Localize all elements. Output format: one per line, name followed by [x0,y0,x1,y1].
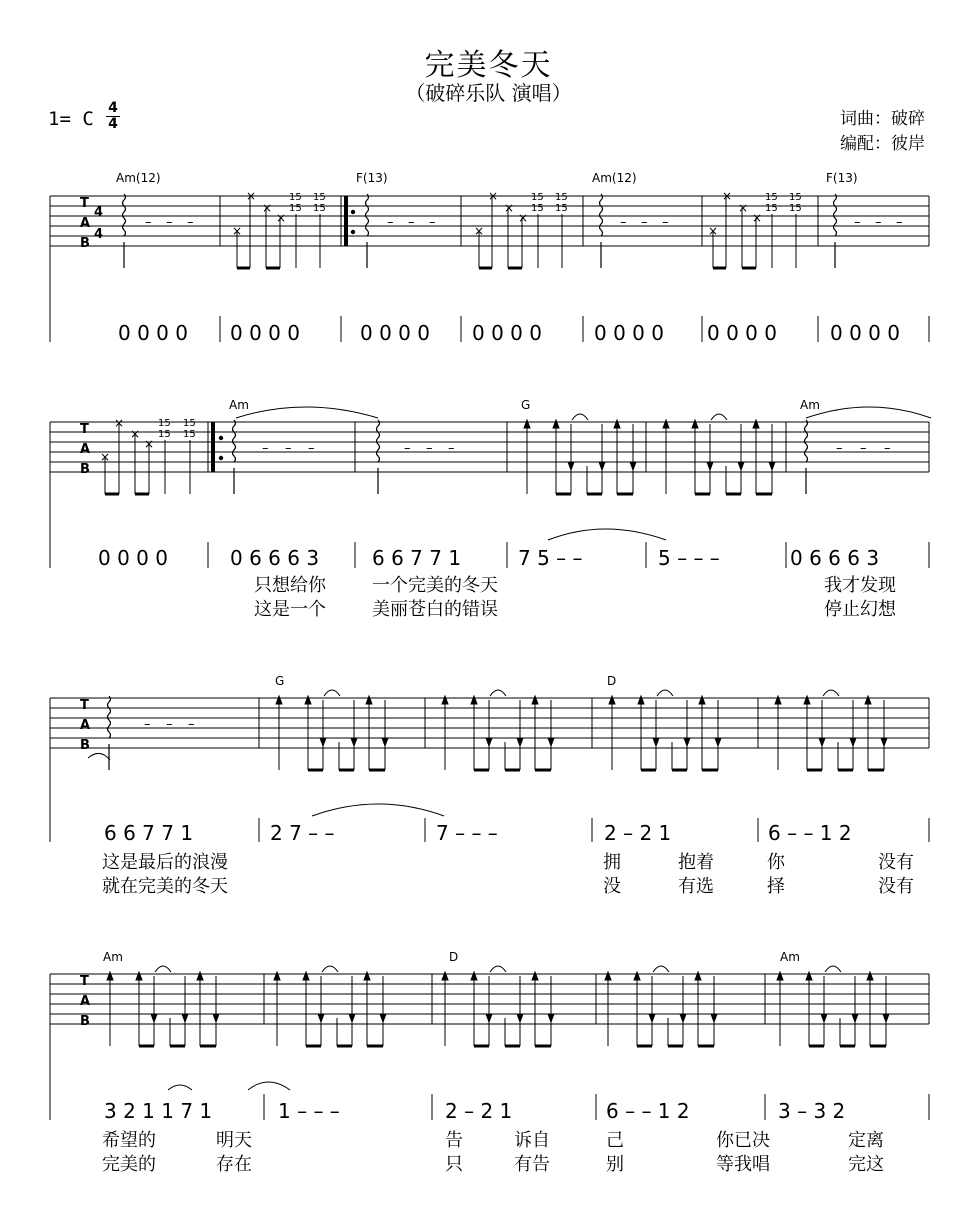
svg-text:择: 择 [767,876,785,897]
notation-measure: 3 – 3 2 [778,1099,846,1123]
svg-text:完美的: 完美的 [102,1154,156,1175]
svg-text:明天: 明天 [216,1130,252,1151]
fingerstyle-measure [100,416,196,494]
lyrics-row [254,574,897,620]
jianpu-row-1 [118,321,900,345]
svg-text:15: 15 [313,203,326,214]
svg-text:–: – [404,441,411,456]
lyrics-row [102,1130,884,1175]
svg-text:–: – [662,215,669,230]
svg-text:这是一个: 这是一个 [254,599,326,620]
notation-measure: 0 6 6 6 3 [790,546,880,570]
svg-text:–: – [875,215,882,230]
svg-text:没有: 没有 [878,876,914,897]
svg-text:–: – [641,215,648,230]
svg-text:–: – [620,215,627,230]
svg-text:定离: 定离 [848,1130,884,1151]
svg-text:这是最后的浪漫: 这是最后的浪漫 [102,852,228,873]
time-sig-top: 4 [108,100,118,116]
svg-text:15: 15 [183,418,196,429]
repeat-dot [219,456,223,460]
svg-text:有选: 有选 [678,876,714,897]
svg-text:就在完美的冬天: 就在完美的冬天 [102,876,228,897]
tie-arc [548,529,666,540]
svg-text:15: 15 [183,429,196,440]
svg-text:–: – [166,717,173,732]
tab-letter-a: A [80,718,91,733]
jianpu-row-2 [98,546,879,570]
tie-arc [168,1085,192,1090]
repeat-dot [351,210,355,214]
svg-text:抱着: 抱着 [678,852,714,873]
svg-text:–: – [262,441,269,456]
svg-text:×: × [262,201,273,215]
svg-text:己: 己 [606,1130,624,1151]
svg-text:没有: 没有 [878,852,914,873]
svg-text:–: – [285,441,292,456]
chord-label: D [449,950,459,964]
svg-text:我才发现: 我才发现 [824,575,896,596]
svg-text:没: 没 [603,876,621,897]
notation-measure: 0 0 0 0 [707,321,777,345]
tab-time-sig-top: 4 [94,205,104,220]
svg-text:希望的: 希望的 [102,1130,156,1151]
svg-text:等我唱: 等我唱 [716,1154,770,1175]
chord-label: D [607,674,617,688]
svg-text:美丽苍白的错误: 美丽苍白的错误 [372,599,498,620]
song-subtitle: （破碎乐队 演唱） [405,81,572,105]
svg-text:存在: 存在 [216,1154,252,1175]
tab-letter-b: B [80,738,90,753]
svg-text:15: 15 [289,203,302,214]
notation-measure: 6 6 7 7 1 [104,821,194,845]
notation-measure: 6 – – 1 2 [768,821,852,845]
strum-pattern [524,414,636,494]
svg-text:停止幻想: 停止幻想 [824,599,896,620]
tie-arc [806,407,931,418]
chord-label: G [275,674,285,688]
chord-label: Am [229,398,249,412]
tab-letter-t: T [80,974,89,989]
svg-text:–: – [860,441,867,456]
tab-letter-a: A [80,216,91,231]
svg-text:–: – [166,215,173,230]
tab-letter-t: T [80,196,89,211]
notation-measure: 0 0 0 0 [118,321,188,345]
arpeggio-marks [233,420,808,494]
svg-text:–: – [308,441,315,456]
svg-text:只想给你: 只想给你 [254,575,326,596]
lyrics-row [102,852,914,897]
svg-text:–: – [854,215,861,230]
tab-letter-a: A [80,994,91,1009]
svg-text:×: × [130,427,141,441]
tie-arc [312,804,444,816]
svg-text:–: – [836,441,843,456]
notation-measure: 7 – – – [436,821,498,845]
jianpu-barlines-1 [220,316,929,342]
svg-text:–: – [884,441,891,456]
svg-text:–: – [188,717,195,732]
notation-measure: 0 0 0 0 [230,321,300,345]
svg-text:×: × [114,416,125,430]
svg-text:你: 你 [767,852,785,873]
tie-arc [88,753,110,760]
tab-letter-b: B [80,1014,90,1029]
svg-text:–: – [387,215,394,230]
repeat-dot [219,436,223,440]
credit-lyrics-music: 词曲：破碎 [840,109,925,129]
svg-text:15: 15 [313,192,326,203]
notation-measure: 0 6 6 6 3 [230,546,320,570]
svg-text:–: – [448,441,455,456]
svg-text:×: × [276,211,287,225]
chord-label: Am [780,950,800,964]
svg-text:别: 别 [606,1154,624,1175]
notation-measure: 5 – – – [658,546,720,570]
chord-label: Am [103,950,123,964]
svg-text:–: – [426,441,433,456]
notation-measure: 0 0 0 0 [830,321,900,345]
tab-letter-t: T [80,422,89,437]
svg-text:15: 15 [158,418,171,429]
svg-text:只: 只 [445,1154,463,1175]
arpeggio-marks [108,696,111,770]
tab-letter-b: B [80,236,90,251]
svg-text:完这: 完这 [848,1154,884,1175]
credit-arrangement: 编配：彼岸 [840,134,925,154]
notation-measure: 2 – 2 1 [445,1099,513,1123]
svg-text:×: × [100,450,111,464]
notation-measure: 0 0 0 0 [594,321,664,345]
notation-measure: 3 2 1 1 7 1 [104,1099,213,1123]
svg-text:–: – [408,215,415,230]
song-title: 完美冬天 [424,48,553,83]
jianpu-row-3 [104,821,852,845]
svg-text:告: 告 [445,1130,463,1151]
svg-text:–: – [145,215,152,230]
tie-arc [248,1082,290,1090]
key-signature: 1= C [48,108,94,130]
chord-label: Am [800,398,820,412]
svg-text:有告: 有告 [514,1154,550,1175]
repeat-dot [351,230,355,234]
svg-text:×: × [232,224,243,238]
svg-text:–: – [144,717,151,732]
time-sig-bottom: 4 [108,116,118,132]
tab-letter-t: T [80,698,89,713]
chord-label: Am(12) [116,171,161,185]
notation-measure: 2 – 2 1 [604,821,672,845]
jianpu-row-4 [104,1099,845,1123]
svg-text:你已决: 你已决 [716,1130,770,1151]
chord-label: F(13) [826,171,858,185]
notation-measure: 6 – – 1 2 [606,1099,690,1123]
fingerstyle-measure [232,189,326,268]
notation-measure: 0 0 0 0 [98,546,168,570]
notation-measure: 0 0 0 0 [472,321,542,345]
notation-measure: 1 – – – [278,1099,340,1123]
rest-dashes [262,441,891,456]
notation-measure: 7 5 – – [518,546,583,570]
notation-measure: 0 0 0 0 [360,321,430,345]
svg-text:一个完美的冬天: 一个完美的冬天 [372,575,498,596]
chord-label: Am(12) [592,171,637,185]
notation-measure: 6 6 7 7 1 [372,546,462,570]
svg-text:×: × [246,189,257,203]
rest-dashes [144,717,195,732]
svg-text:–: – [896,215,903,230]
svg-text:×: × [144,437,155,451]
svg-text:–: – [429,215,436,230]
svg-text:诉自: 诉自 [514,1130,550,1151]
svg-text:15: 15 [158,429,171,440]
tie-arc [236,407,378,418]
chord-label: G [521,398,531,412]
chord-label: F(13) [356,171,388,185]
svg-text:15: 15 [289,192,302,203]
svg-text:拥: 拥 [603,852,621,873]
svg-text:–: – [187,215,194,230]
tab-letter-a: A [80,442,91,457]
tab-letter-b: B [80,462,90,477]
notation-measure: 2 7 – – [270,821,335,845]
tab-time-sig-bottom: 4 [94,227,104,242]
